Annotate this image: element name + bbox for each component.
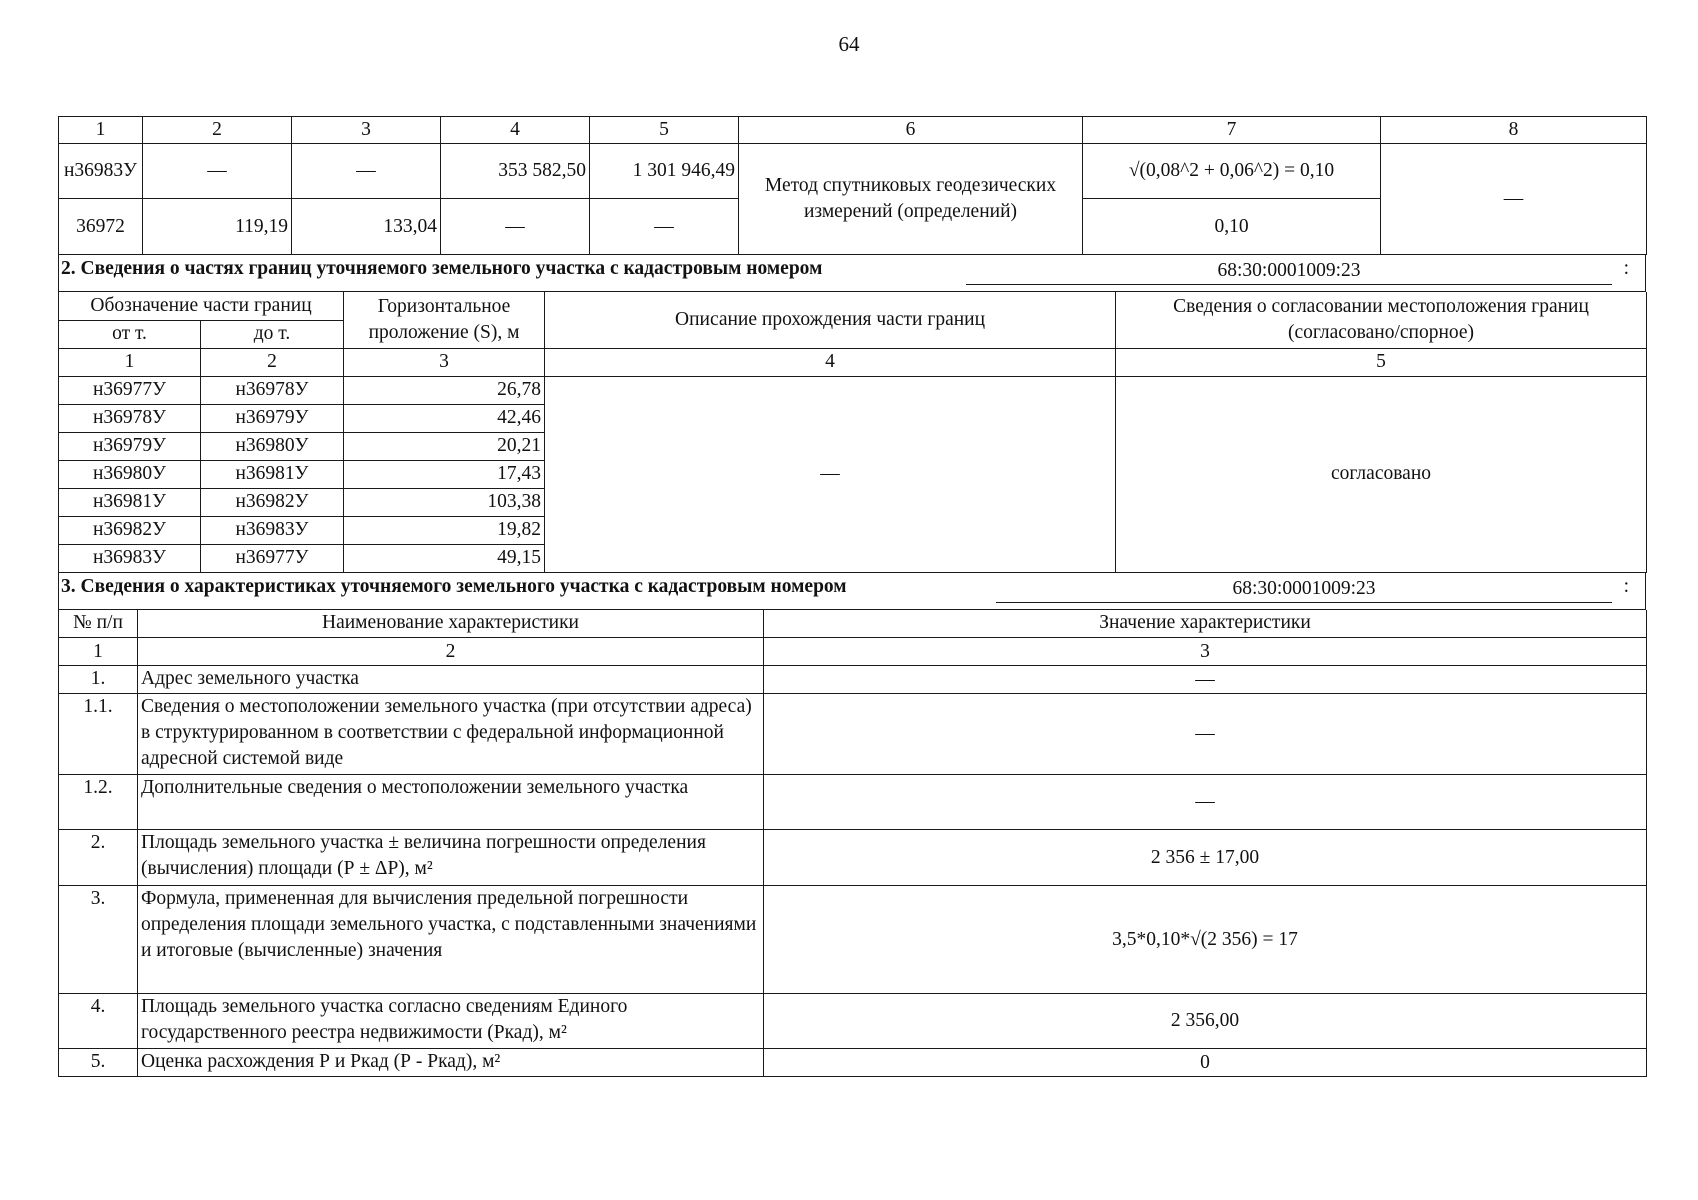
characteristic-value: 2 356 ± 17,00: [764, 830, 1647, 886]
coordinates-header-row: [59, 117, 1647, 144]
name-header: Наименование характеристики: [138, 610, 764, 638]
characteristic-name: Адрес земельного участка: [138, 666, 764, 694]
section2-title-text: 2. Сведения о частях границ уточняемого земельного участка с кадастровым номером: [61, 258, 823, 279]
row-number: 1.1.: [59, 694, 138, 775]
table-row: [59, 994, 1647, 1049]
to-point: н36982У: [201, 488, 344, 516]
characteristic-value: —: [764, 666, 1647, 694]
cell-value: 133,04: [292, 199, 441, 255]
table-row: [59, 376, 1647, 404]
characteristic-value: —: [764, 694, 1647, 775]
characteristics-colnum-row: [59, 638, 1647, 666]
col-number: 8: [1381, 117, 1647, 144]
horizontal-distance: 49,15: [344, 544, 545, 572]
value-header: Значение характеристики: [764, 610, 1647, 638]
coord-x: —: [441, 199, 590, 255]
from-point: н36981У: [59, 488, 201, 516]
from-point: н36979У: [59, 432, 201, 460]
to-header: до т.: [201, 320, 344, 348]
row-number: 5.: [59, 1049, 138, 1077]
col-number: 4: [545, 348, 1116, 376]
characteristic-value: 3,5*0,10*√(2 356) = 17: [764, 886, 1647, 994]
from-point: н36980У: [59, 460, 201, 488]
characteristic-name: Дополнительные сведения о местоположении земельного участка: [138, 775, 764, 830]
col-number: 4: [441, 117, 590, 144]
row-number: 2.: [59, 830, 138, 886]
row-number: 1.2.: [59, 775, 138, 830]
boundary-colnum-row: [59, 348, 1647, 376]
section3-colon: :: [1623, 575, 1629, 597]
horizontal-header: Горизонтальное проложение (S), м: [344, 292, 545, 348]
horizontal-distance: 42,46: [344, 404, 545, 432]
coord-y: —: [590, 199, 739, 255]
agreement-header: Сведения о согласовании местоположения границ (согласовано/спорное): [1116, 292, 1647, 348]
characteristics-table: [58, 610, 1647, 1078]
col-number: 3: [292, 117, 441, 144]
table-row: [59, 694, 1647, 775]
col-number: 5: [1116, 348, 1647, 376]
boundary-header-row: [59, 292, 1647, 320]
description-value: —: [545, 376, 1116, 572]
horizontal-distance: 17,43: [344, 460, 545, 488]
boundary-parts-table: [58, 292, 1647, 573]
characteristics-header-row: [59, 610, 1647, 638]
horizontal-distance: 103,38: [344, 488, 545, 516]
horizontal-distance: 26,78: [344, 376, 545, 404]
page-number: 64: [838, 32, 860, 56]
characteristic-name: Площадь земельного участка согласно сведениям Единого государственного реестра недвижимости (Ркад), м²: [138, 994, 764, 1049]
num-header: № п/п: [59, 610, 138, 638]
point-id: 36972: [59, 199, 143, 255]
coord-x: 353 582,50: [441, 144, 590, 199]
section2-colon: :: [1623, 258, 1629, 279]
table-row: [59, 666, 1647, 694]
table-row: [59, 1049, 1647, 1077]
to-point: н36983У: [201, 516, 344, 544]
characteristic-value: 0: [764, 1049, 1647, 1077]
section2-title: [58, 255, 1646, 292]
row-number: 3.: [59, 886, 138, 994]
col-number: 7: [1083, 117, 1381, 144]
col-number: 3: [764, 638, 1647, 666]
table-row: [59, 144, 1647, 199]
characteristic-value: —: [764, 775, 1647, 830]
horizontal-distance: 20,21: [344, 432, 545, 460]
table-row: [59, 775, 1647, 830]
col-number: 5: [590, 117, 739, 144]
to-point: н36978У: [201, 376, 344, 404]
coord-y: 1 301 946,49: [590, 144, 739, 199]
col-number: 1: [59, 638, 138, 666]
cell-value: —: [292, 144, 441, 199]
table-row: [59, 886, 1647, 994]
to-point: н36979У: [201, 404, 344, 432]
from-point: н36977У: [59, 376, 201, 404]
to-point: н36981У: [201, 460, 344, 488]
agreement-value: согласовано: [1116, 376, 1647, 572]
row-number: 4.: [59, 994, 138, 1049]
col-number: 1: [59, 117, 143, 144]
document-sheet: [58, 116, 1646, 1077]
section2-cad-number: 68:30:0001009:23: [966, 258, 1612, 285]
characteristic-name: Формула, примененная для вычисления предельной погрешности определения площади земельного участка, с подставленными значениями и итоговые (вычисленные) значения: [138, 886, 764, 994]
point-id: н36983У: [59, 144, 143, 199]
col8-value: —: [1381, 144, 1647, 255]
to-point: н36980У: [201, 432, 344, 460]
col-number: 2: [201, 348, 344, 376]
characteristic-name: Оценка расхождения Р и Ркад (Р - Ркад), м²: [138, 1049, 764, 1077]
cell-value: —: [143, 144, 292, 199]
from-point: н36978У: [59, 404, 201, 432]
characteristic-name: Площадь земельного участка ± величина погрешности определения (вычисления) площади (Р ± ΔР), м²: [138, 830, 764, 886]
table-row: [59, 830, 1647, 886]
from-point: н36982У: [59, 516, 201, 544]
method-cell: Метод спутниковых геодезических измерений (определений): [739, 144, 1083, 255]
description-header: Описание прохождения части границ: [545, 292, 1116, 348]
part-designation-header: Обозначение части границ: [59, 292, 344, 320]
col-number: 3: [344, 348, 545, 376]
section3-title: [58, 573, 1646, 610]
section3-title-text: 3. Сведения о характеристиках уточняемого земельного участка с кадастровым номером: [61, 575, 847, 597]
coordinates-table: [58, 116, 1647, 255]
cell-value: 119,19: [143, 199, 292, 255]
characteristic-name: Сведения о местоположении земельного участка (при отсутствии адреса) в структурированном в соответствии с федеральной информационной адресной системой виде: [138, 694, 764, 775]
col-number: 1: [59, 348, 201, 376]
from-point: н36983У: [59, 544, 201, 572]
row-number: 1.: [59, 666, 138, 694]
characteristic-value: 2 356,00: [764, 994, 1647, 1049]
col-number: 2: [138, 638, 764, 666]
error-formula: √(0,08^2 + 0,06^2) = 0,10: [1083, 144, 1381, 199]
to-point: н36977У: [201, 544, 344, 572]
col-number: 6: [739, 117, 1083, 144]
error-value: 0,10: [1083, 199, 1381, 255]
section3-cad-number: 68:30:0001009:23: [996, 576, 1612, 603]
from-header: от т.: [59, 320, 201, 348]
col-number: 2: [143, 117, 292, 144]
horizontal-distance: 19,82: [344, 516, 545, 544]
